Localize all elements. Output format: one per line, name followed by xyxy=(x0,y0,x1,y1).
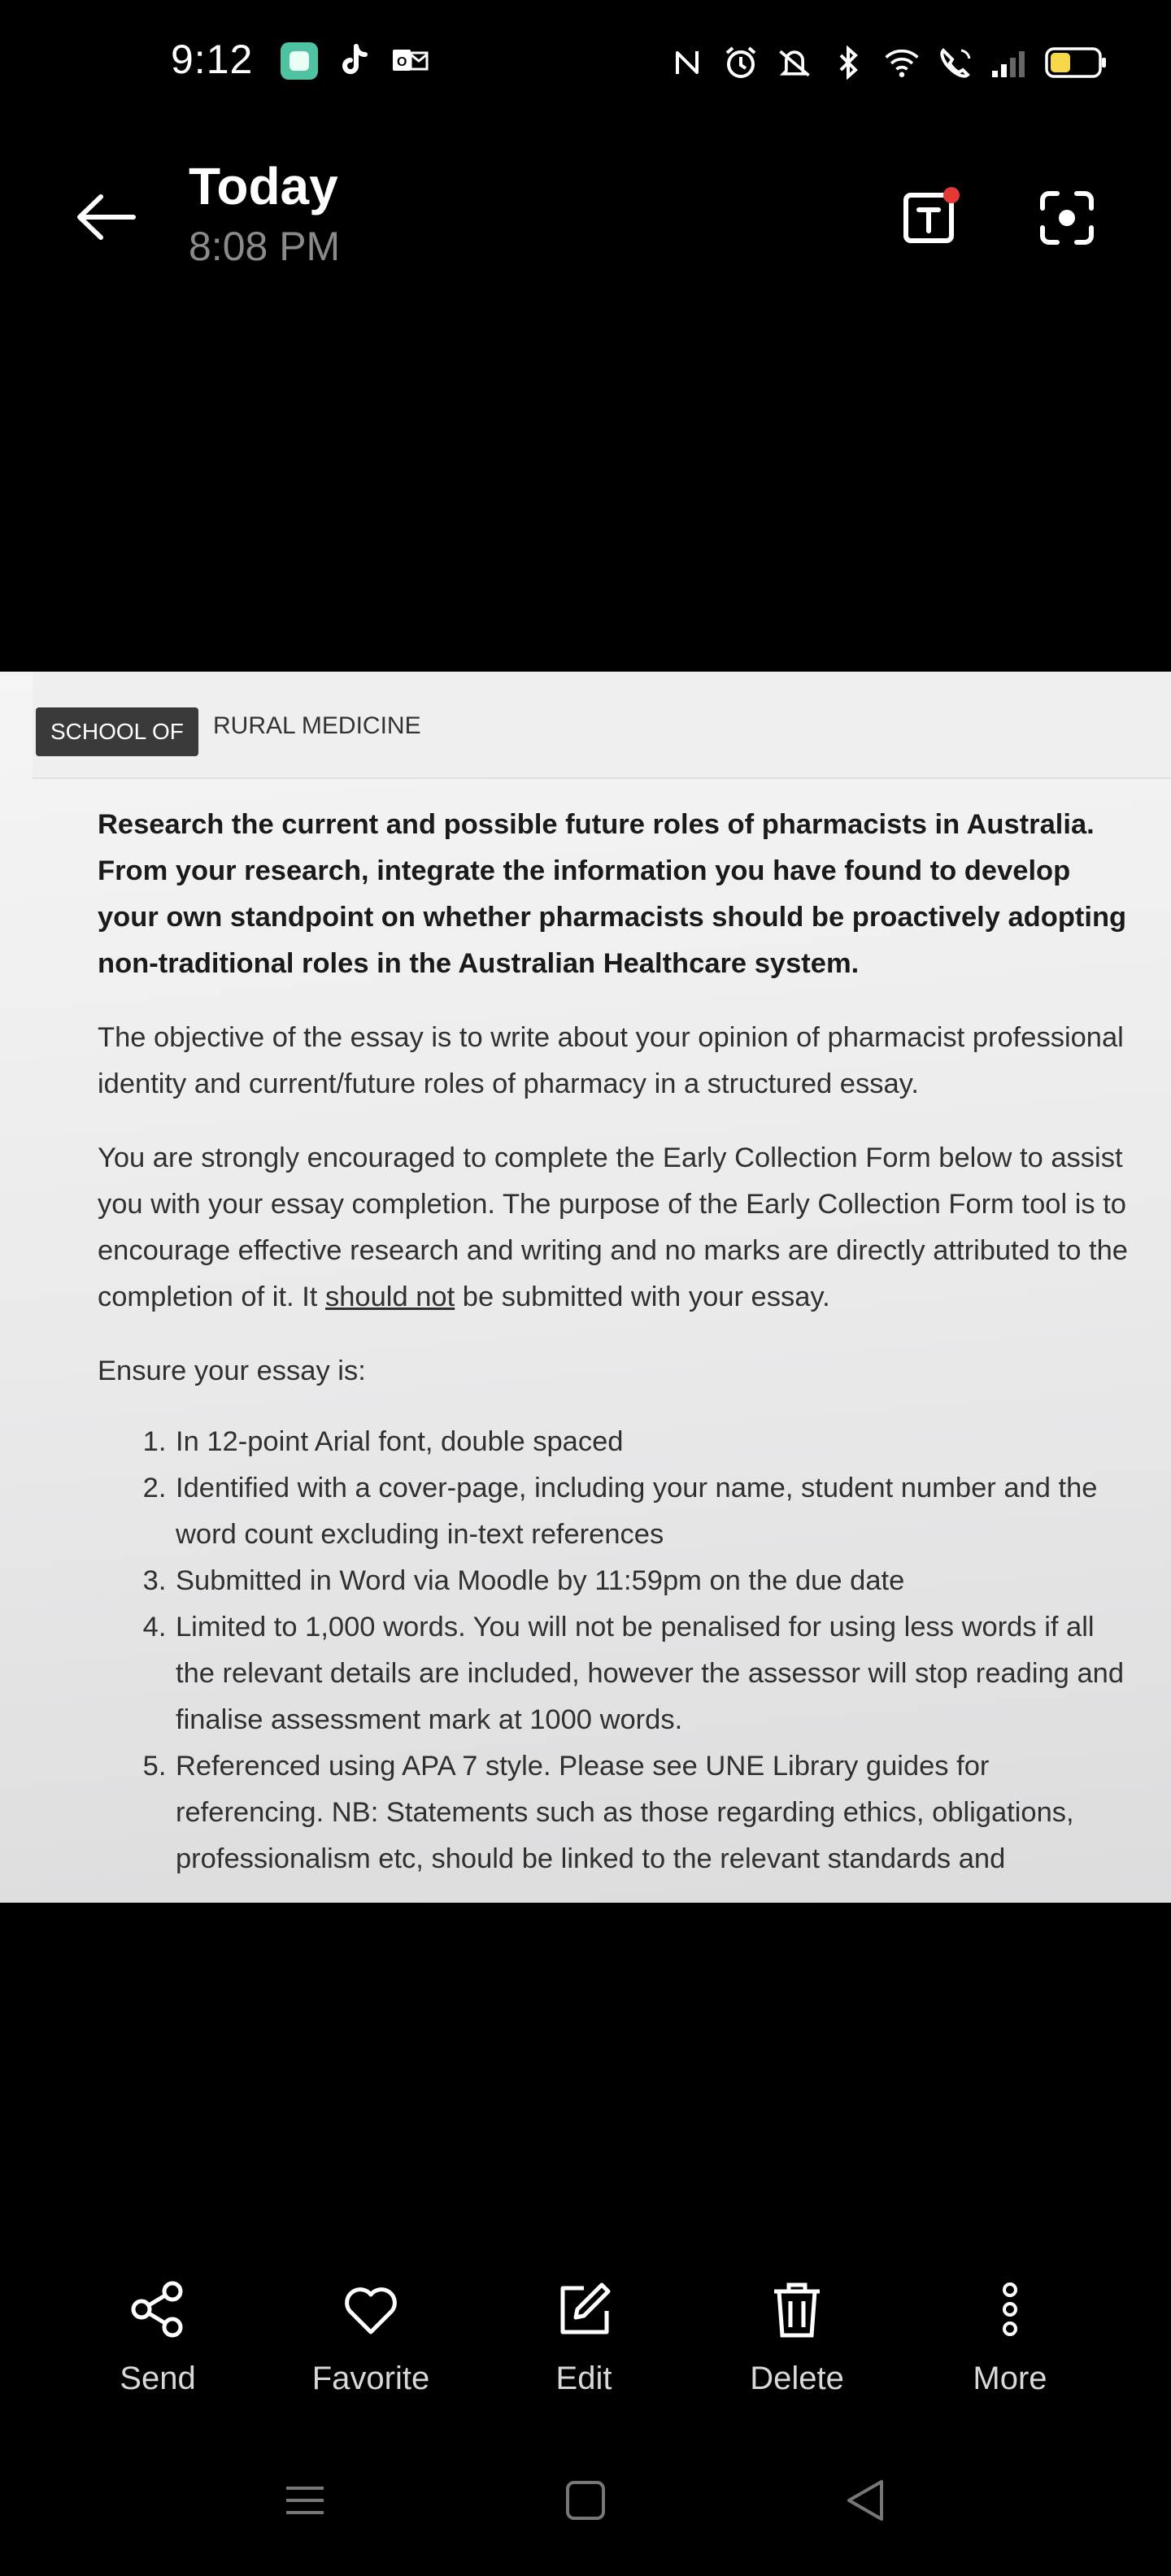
share-icon xyxy=(125,2277,190,2342)
ensure-heading: Ensure your essay is: xyxy=(98,1355,366,1386)
favorite-label: Favorite xyxy=(311,2361,430,2396)
lens-scan-button[interactable] xyxy=(1034,185,1099,250)
wifi-calling-icon xyxy=(937,44,974,81)
app-icon xyxy=(281,42,318,80)
delete-label: Delete xyxy=(750,2361,844,2396)
early-collection-paragraph xyxy=(98,1135,1130,1321)
menu-icon xyxy=(276,2472,333,2529)
school-name: RURAL MEDICINE xyxy=(213,712,421,739)
more-vertical-icon xyxy=(977,2277,1043,2342)
requirements-list xyxy=(98,1419,1130,1882)
send-label: Send xyxy=(120,2361,196,2396)
photo-timestamp: 8:08 PM xyxy=(189,224,341,269)
favorite-button[interactable] xyxy=(281,2277,460,2397)
text-scan-icon xyxy=(898,185,963,250)
should-not-underlined: should not xyxy=(324,1281,455,1312)
early-collection-text-end: be submitted with your essay. xyxy=(455,1281,830,1312)
list-item: 4. Limited to 1,000 words. You will not be penalised for using less words if all the relevant details are included, however the assessor will stop reading and finalise assessment mark at 1000 words. xyxy=(174,1604,1130,1743)
more-button[interactable] xyxy=(921,2277,1099,2397)
heart-icon xyxy=(338,2277,403,2342)
alarm-icon xyxy=(722,44,760,81)
arrow-left-icon xyxy=(73,189,138,246)
objective-paragraph: The objective of the essay is to write about your opinion of pharmacist professional identity and current/future roles of pharmacy in a structured essay. xyxy=(98,1022,1124,1099)
system-navigation-bar xyxy=(0,2472,1171,2537)
back-triangle-icon xyxy=(838,2472,895,2529)
delete-button[interactable] xyxy=(707,2277,886,2397)
essay-question: Research the current and possible future roles of pharmacists in Australia. From your research, integrate the information you have found to develop your own standpoint on whether pharmacists should be proactively adopting non-traditional roles in the Australian Healthcare system. xyxy=(98,809,1127,979)
list-item: 1. In 12-point Arial font, double spaced xyxy=(174,1419,1130,1465)
nfc-icon xyxy=(668,44,706,81)
edit-button[interactable] xyxy=(494,2277,673,2397)
bluetooth-icon xyxy=(829,44,867,81)
svg-text:O: O xyxy=(397,55,407,69)
document-header-band xyxy=(33,672,1171,779)
back-button[interactable] xyxy=(73,189,138,246)
home-button[interactable] xyxy=(557,2472,614,2529)
bottom-toolbar xyxy=(0,2277,1171,2423)
page-title: Today xyxy=(189,157,338,215)
list-item: 3. Submitted in Word via Moodle by 11:59pm on the due date xyxy=(174,1558,1130,1604)
status-left-icons xyxy=(281,42,429,80)
status-right-icons xyxy=(668,44,1108,81)
more-label: More xyxy=(973,2361,1047,2396)
outlook-icon xyxy=(391,42,429,80)
school-badge: SCHOOL OF xyxy=(36,707,198,756)
tiktok-icon xyxy=(336,42,373,80)
recent-apps-button[interactable] xyxy=(276,2472,333,2529)
trash-icon xyxy=(764,2277,829,2342)
lens-icon xyxy=(1034,185,1099,250)
early-collection-text: You are strongly encouraged to complete the Early Collection Form below to assist you with your essay completion. The purpose of the Early Collection Form tool is to encourage effective research and writing and no marks are directly attributed to the completion of it. It xyxy=(98,1142,1128,1312)
edit-label: Edit xyxy=(555,2361,612,2396)
mute-icon xyxy=(776,44,813,81)
list-item: 2. Identified with a cover-page, including your name, student number and the word count excluding in-text references xyxy=(174,1465,1130,1558)
signal-icon xyxy=(990,44,1028,81)
status-time: 9:12 xyxy=(171,37,254,82)
list-item: 5. Referenced using APA 7 style. Please see UNE Library guides for referencing. NB: Statements such as those regarding ethics, obligations, professionalism etc, should be linked to the relevant standards and xyxy=(174,1743,1130,1882)
photo-viewer-image[interactable] xyxy=(0,672,1171,1903)
document-text xyxy=(98,802,1130,1882)
back-nav-button[interactable] xyxy=(838,2472,895,2529)
text-recognition-button[interactable] xyxy=(898,185,963,250)
home-square-icon xyxy=(557,2472,614,2529)
status-bar xyxy=(0,0,1171,130)
send-button[interactable] xyxy=(68,2277,247,2397)
battery-icon xyxy=(1044,44,1108,81)
wifi-icon xyxy=(883,44,921,81)
edit-icon xyxy=(551,2277,616,2342)
